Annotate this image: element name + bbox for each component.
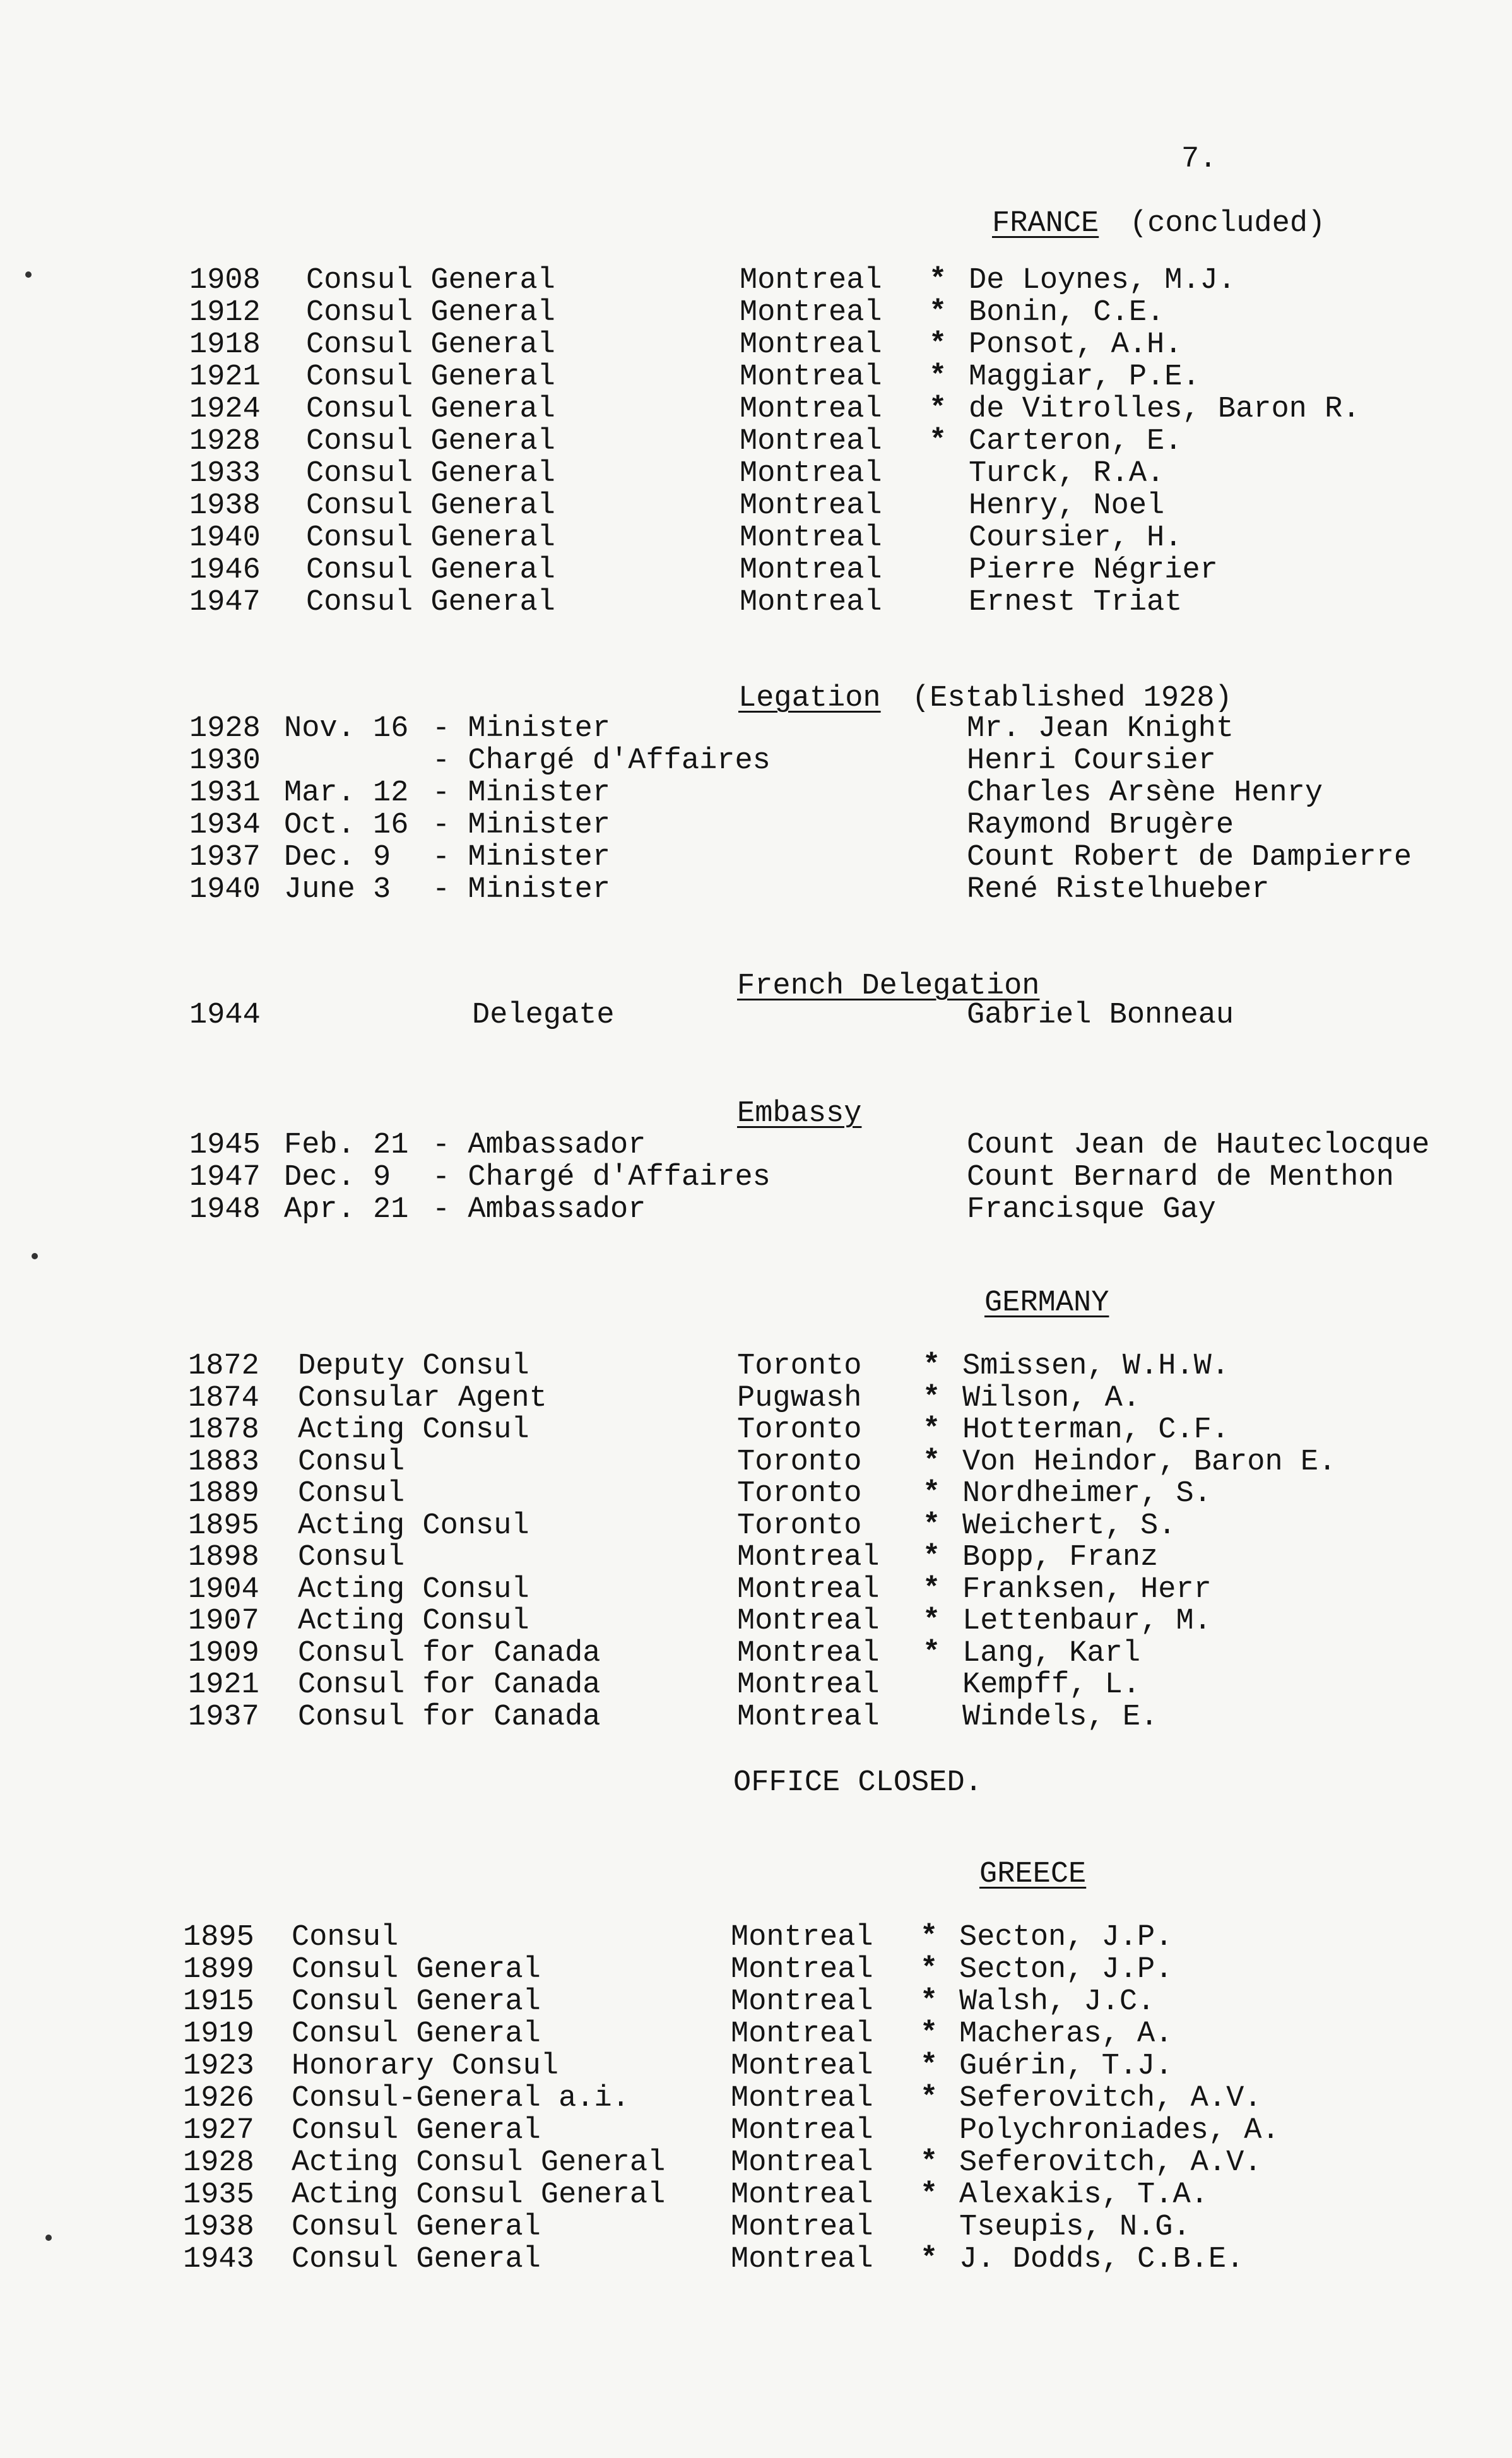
entry-city: Montreal: [731, 2017, 873, 2051]
list-item: [0, 1670, 1512, 1701]
entry-name: Seferovitch, A.V.: [959, 2146, 1262, 2180]
asterisk-mark: *: [920, 2243, 938, 2276]
entry-title: Acting Consul General: [292, 2178, 666, 2212]
entry-name: Francisque Gay: [967, 1193, 1216, 1226]
list-item: [0, 1511, 1512, 1542]
list-item: [0, 778, 1512, 809]
entry-year: 1889: [188, 1477, 259, 1511]
entry-role: - Chargé d'Affaires: [432, 1161, 771, 1194]
list-item: [0, 2212, 1512, 2243]
entry-role: - Ambassador: [432, 1129, 646, 1162]
entry-title: Acting Consul: [298, 1573, 529, 1606]
entry-title: Acting Consul: [298, 1605, 529, 1638]
list-item: [0, 1638, 1512, 1670]
list-item: [0, 362, 1512, 393]
entry-year: 1934: [189, 809, 261, 842]
entry-city: Montreal: [740, 425, 882, 458]
greece-header: [0, 1859, 1512, 1897]
entry-title: Consul General: [306, 393, 555, 426]
entry-city: Montreal: [731, 1953, 873, 1986]
entry-title: Consul General: [292, 2017, 541, 2051]
entry-name: Bopp, Franz: [962, 1541, 1159, 1574]
asterisk-mark: *: [923, 1541, 941, 1574]
entry-year: 1928: [183, 2146, 254, 2180]
delegation-title: French Delegation: [737, 970, 1040, 1003]
entry-name: Walsh, J.C.: [959, 1985, 1155, 2019]
entry-year: 1940: [189, 873, 261, 906]
list-item: [0, 426, 1512, 458]
entry-city: Montreal: [740, 554, 882, 587]
list-item: [0, 1702, 1512, 1733]
entry-title: Consul General: [292, 1985, 541, 2019]
asterisk-mark: *: [920, 2082, 938, 2115]
entry-title: Consul General: [306, 264, 555, 297]
list-item: [0, 2051, 1512, 2082]
entry-year: 1921: [188, 1668, 259, 1702]
list-item: [0, 2019, 1512, 2050]
entry-city: Montreal: [731, 1921, 873, 1954]
entry-year: 1919: [183, 2017, 254, 2051]
list-item: [0, 523, 1512, 554]
entry-name: Alexakis, T.A.: [959, 2178, 1208, 2212]
entry-name: Count Bernard de Menthon: [967, 1161, 1394, 1194]
delegation-year: 1944: [189, 999, 261, 1032]
entry-year: 1927: [183, 2114, 254, 2147]
entry-city: Montreal: [731, 2243, 873, 2276]
entry-title: Consul: [292, 1921, 399, 1954]
entry-year: 1895: [188, 1509, 259, 1543]
entry-name: Kempff, L.: [962, 1668, 1141, 1702]
entry-year: 1937: [189, 841, 261, 874]
entry-name: Smissen, W.H.W.: [962, 1350, 1230, 1383]
margin-speck: [25, 271, 32, 278]
entry-name: Raymond Brugère: [967, 809, 1234, 842]
list-item: [0, 2147, 1512, 2179]
entry-title: Acting Consul: [298, 1413, 529, 1447]
entry-year: 1915: [183, 1985, 254, 2019]
entry-name: Nordheimer, S.: [962, 1477, 1212, 1511]
entry-city: Montreal: [740, 586, 882, 619]
entry-year: 1928: [189, 712, 261, 745]
list-item: [0, 1574, 1512, 1606]
asterisk-mark: *: [923, 1350, 941, 1383]
list-item: [0, 394, 1512, 425]
entry-year: 1918: [189, 328, 261, 362]
france-header: [0, 208, 1512, 246]
entry-year: 1948: [189, 1193, 261, 1226]
france-title: FRANCE: [992, 207, 1099, 240]
asterisk-mark: *: [923, 1605, 941, 1638]
entry-year: 1926: [183, 2082, 254, 2115]
list-item: [0, 297, 1512, 329]
entry-city: Montreal: [740, 489, 882, 523]
entry-name: Hotterman, C.F.: [962, 1413, 1230, 1447]
entry-role: - Minister: [432, 809, 611, 842]
entry-city: Montreal: [737, 1605, 880, 1638]
entry-title: Acting Consul: [298, 1509, 529, 1543]
entry-year: 1872: [188, 1350, 259, 1383]
entry-name: Seferovitch, A.V.: [959, 2082, 1262, 2115]
entry-name: Henry, Noel: [969, 489, 1165, 523]
entry-role: - Chargé d'Affaires: [432, 744, 771, 778]
entry-year: 1943: [183, 2243, 254, 2276]
list-item: [0, 1922, 1512, 1954]
legation-established: (Established 1928): [912, 682, 1232, 715]
entry-year: 1947: [189, 1161, 261, 1194]
germany-header: [0, 1288, 1512, 1326]
list-item: [0, 490, 1512, 522]
entry-name: Secton, J.P.: [959, 1953, 1173, 1986]
entry-name: Carteron, E.: [969, 425, 1183, 458]
entry-name: Charles Arsène Henry: [967, 776, 1323, 810]
germany-office-closed: OFFICE CLOSED.: [733, 1766, 983, 1800]
list-item: [0, 458, 1512, 490]
page-number: 7.: [1181, 143, 1217, 176]
entry-title: Consul General: [306, 425, 555, 458]
list-item: [0, 587, 1512, 619]
list-item: [0, 1986, 1512, 2018]
entry-date: Apr. 21: [284, 1193, 409, 1226]
list-item: [0, 1351, 1512, 1382]
entry-role: - Minister: [432, 712, 611, 745]
entry-year: 1946: [189, 554, 261, 587]
list-item: [0, 874, 1512, 906]
entry-city: Montreal: [740, 393, 882, 426]
list-item: [0, 1542, 1512, 1574]
entry-name: Pierre Négrier: [969, 554, 1218, 587]
entry-date: Feb. 21: [284, 1129, 409, 1162]
entry-title: Consul for Canada: [298, 1668, 601, 1702]
entry-date: Dec. 9: [284, 841, 391, 874]
list-item: [0, 1194, 1512, 1226]
list-item: [0, 1383, 1512, 1415]
delegation-role: Delegate: [472, 999, 615, 1032]
entry-title: Deputy Consul: [298, 1350, 529, 1383]
list-item: [0, 265, 1512, 297]
legation-title: Legation: [738, 682, 881, 715]
entry-year: 1933: [189, 457, 261, 490]
entry-year: 1883: [188, 1446, 259, 1479]
margin-speck: [32, 1253, 38, 1259]
entry-year: 1923: [183, 2050, 254, 2083]
entry-title: Consul General: [306, 554, 555, 587]
entry-year: 1928: [189, 425, 261, 458]
entry-year: 1921: [189, 360, 261, 394]
list-item: [0, 1954, 1512, 1986]
france-title-suffix: (concluded): [1130, 207, 1326, 240]
entry-city: Toronto: [737, 1350, 862, 1383]
entry-title: Consul General: [306, 586, 555, 619]
entry-name: Macheras, A.: [959, 2017, 1173, 2051]
entry-title: Consul for Canada: [298, 1637, 601, 1670]
entry-name: de Vitrolles, Baron R.: [969, 393, 1361, 426]
entry-city: Montreal: [731, 1985, 873, 2019]
entry-city: Montreal: [740, 521, 882, 555]
entry-title: Consul-General a.i.: [292, 2082, 630, 2115]
entry-name: Lang, Karl: [962, 1637, 1141, 1670]
entry-city: Montreal: [740, 296, 882, 330]
entry-year: 1895: [183, 1921, 254, 1954]
asterisk-mark: *: [920, 1921, 938, 1954]
entry-title: Consul General: [306, 521, 555, 555]
asterisk-mark: *: [929, 296, 947, 330]
entry-city: Toronto: [737, 1413, 862, 1447]
entry-title: Consul General: [306, 360, 555, 394]
asterisk-mark: *: [929, 264, 947, 297]
asterisk-mark: *: [920, 2017, 938, 2051]
entry-year: 1938: [183, 2211, 254, 2244]
list-item: [0, 1162, 1512, 1194]
asterisk-mark: *: [920, 2178, 938, 2212]
entry-name: Franksen, Herr: [962, 1573, 1212, 1606]
entry-name: Wilson, A.: [962, 1382, 1141, 1415]
entry-year: 1878: [188, 1413, 259, 1447]
asterisk-mark: *: [929, 425, 947, 458]
entry-name: Lettenbaur, M.: [962, 1605, 1212, 1638]
entry-role: - Minister: [432, 841, 611, 874]
entry-name: Ernest Triat: [969, 586, 1183, 619]
entry-name: Ponsot, A.H.: [969, 328, 1183, 362]
entry-date: Oct. 16: [284, 809, 409, 842]
entry-year: 1904: [188, 1573, 259, 1606]
entry-title: Honorary Consul: [292, 2050, 559, 2083]
entry-city: Montreal: [740, 360, 882, 394]
entry-title: Acting Consul General: [292, 2146, 666, 2180]
entry-title: Consul: [298, 1477, 405, 1511]
entry-city: Montreal: [731, 2082, 873, 2115]
list-item: [0, 555, 1512, 586]
entry-name: Polychroniades, A.: [959, 2114, 1280, 2147]
entry-name: Guérin, T.J.: [959, 2050, 1173, 2083]
entry-city: Montreal: [740, 264, 882, 297]
entry-name: Coursier, H.: [969, 521, 1183, 555]
entry-name: Turck, R.A.: [969, 457, 1165, 490]
entry-role: - Minister: [432, 776, 611, 810]
asterisk-mark: *: [920, 1985, 938, 2019]
entry-title: Consul General: [306, 489, 555, 523]
list-item: [0, 842, 1512, 874]
asterisk-mark: *: [929, 328, 947, 362]
asterisk-mark: *: [923, 1573, 941, 1606]
entry-name: De Loynes, M.J.: [969, 264, 1236, 297]
delegation-row: [0, 1000, 1512, 1031]
entry-city: Montreal: [731, 2211, 873, 2244]
entry-role: - Ambassador: [432, 1193, 646, 1226]
list-item: [0, 2180, 1512, 2211]
entry-year: 1924: [189, 393, 261, 426]
entry-title: Consul General: [306, 328, 555, 362]
entry-city: Montreal: [731, 2050, 873, 2083]
delegation-name: Gabriel Bonneau: [967, 999, 1234, 1032]
entry-city: Montreal: [740, 328, 882, 362]
list-item: [0, 1415, 1512, 1446]
asterisk-mark: *: [923, 1477, 941, 1511]
entry-name: J. Dodds, C.B.E.: [959, 2243, 1244, 2276]
entry-title: Consul General: [292, 2114, 541, 2147]
entry-year: 1940: [189, 521, 261, 555]
entry-city: Montreal: [740, 457, 882, 490]
list-item: [0, 1606, 1512, 1637]
entry-name: Count Jean de Hauteclocque: [967, 1129, 1430, 1162]
entry-date: Mar. 12: [284, 776, 409, 810]
asterisk-mark: *: [920, 1953, 938, 1986]
asterisk-mark: *: [929, 393, 947, 426]
entry-city: Toronto: [737, 1477, 862, 1511]
asterisk-mark: *: [923, 1637, 941, 1670]
entry-title: Consul General: [292, 2211, 541, 2244]
asterisk-mark: *: [923, 1382, 941, 1415]
list-item: [0, 1130, 1512, 1161]
entry-title: Consul General: [306, 296, 555, 330]
entry-name: Mr. Jean Knight: [967, 712, 1234, 745]
entry-title: Consul: [298, 1541, 405, 1574]
list-item: [0, 1447, 1512, 1478]
asterisk-mark: *: [923, 1413, 941, 1447]
entry-year: 1874: [188, 1382, 259, 1415]
embassy-title: Embassy: [737, 1097, 862, 1131]
entry-title: Consul General: [292, 1953, 541, 1986]
list-item: [0, 330, 1512, 361]
entry-year: 1938: [189, 489, 261, 523]
greece-title: GREECE: [979, 1858, 1087, 1891]
margin-speck: [45, 2235, 52, 2241]
entry-name: Secton, J.P.: [959, 1921, 1173, 1954]
entry-name: Von Heindor, Baron E.: [962, 1446, 1337, 1479]
asterisk-mark: *: [920, 2050, 938, 2083]
entry-name: Weichert, S.: [962, 1509, 1176, 1543]
entry-name: Count Robert de Dampierre: [967, 841, 1412, 874]
entry-year: 1931: [189, 776, 261, 810]
entry-role: - Minister: [432, 873, 611, 906]
entry-year: 1899: [183, 1953, 254, 1986]
entry-year: 1945: [189, 1129, 261, 1162]
list-item: [0, 2244, 1512, 2276]
entry-city: Montreal: [737, 1573, 880, 1606]
entry-title: Consul General: [306, 457, 555, 490]
entry-title: Consul for Canada: [298, 1701, 601, 1734]
entry-date: June 3: [284, 873, 391, 906]
entry-name: René Ristelhueber: [967, 873, 1270, 906]
entry-name: Henri Coursier: [967, 744, 1216, 778]
list-item: [0, 2115, 1512, 2147]
entry-name: Tseupis, N.G.: [959, 2211, 1191, 2244]
entry-city: Montreal: [737, 1668, 880, 1702]
entry-city: Montreal: [731, 2146, 873, 2180]
entry-name: Maggiar, P.E.: [969, 360, 1200, 394]
list-item: [0, 1478, 1512, 1510]
entry-city: Montreal: [737, 1637, 880, 1670]
entry-year: 1912: [189, 296, 261, 330]
entry-year: 1930: [189, 744, 261, 778]
entry-city: Toronto: [737, 1509, 862, 1543]
entry-year: 1937: [188, 1701, 259, 1734]
list-item: [0, 810, 1512, 841]
entry-year: 1908: [189, 264, 261, 297]
entry-title: Consular Agent: [298, 1382, 547, 1415]
asterisk-mark: *: [923, 1509, 941, 1543]
entry-city: Montreal: [737, 1541, 880, 1574]
list-item: [0, 2083, 1512, 2115]
entry-title: Consul: [298, 1446, 405, 1479]
entry-name: Windels, E.: [962, 1701, 1159, 1734]
entry-name: Bonin, C.E.: [969, 296, 1165, 330]
entry-city: Montreal: [737, 1701, 880, 1734]
entry-city: Pugwash: [737, 1382, 862, 1415]
entry-year: 1898: [188, 1541, 259, 1574]
asterisk-mark: *: [923, 1446, 941, 1479]
entry-year: 1935: [183, 2178, 254, 2212]
entry-city: Montreal: [731, 2114, 873, 2147]
entry-year: 1907: [188, 1605, 259, 1638]
list-item: [0, 713, 1512, 745]
entry-city: Montreal: [731, 2178, 873, 2212]
entry-title: Consul General: [292, 2243, 541, 2276]
asterisk-mark: *: [920, 2146, 938, 2180]
asterisk-mark: *: [929, 360, 947, 394]
entry-year: 1909: [188, 1637, 259, 1670]
list-item: [0, 745, 1512, 777]
entry-date: Dec. 9: [284, 1161, 391, 1194]
entry-year: 1947: [189, 586, 261, 619]
entry-city: Toronto: [737, 1446, 862, 1479]
germany-title: GERMANY: [984, 1286, 1109, 1320]
entry-date: Nov. 16: [284, 712, 409, 745]
